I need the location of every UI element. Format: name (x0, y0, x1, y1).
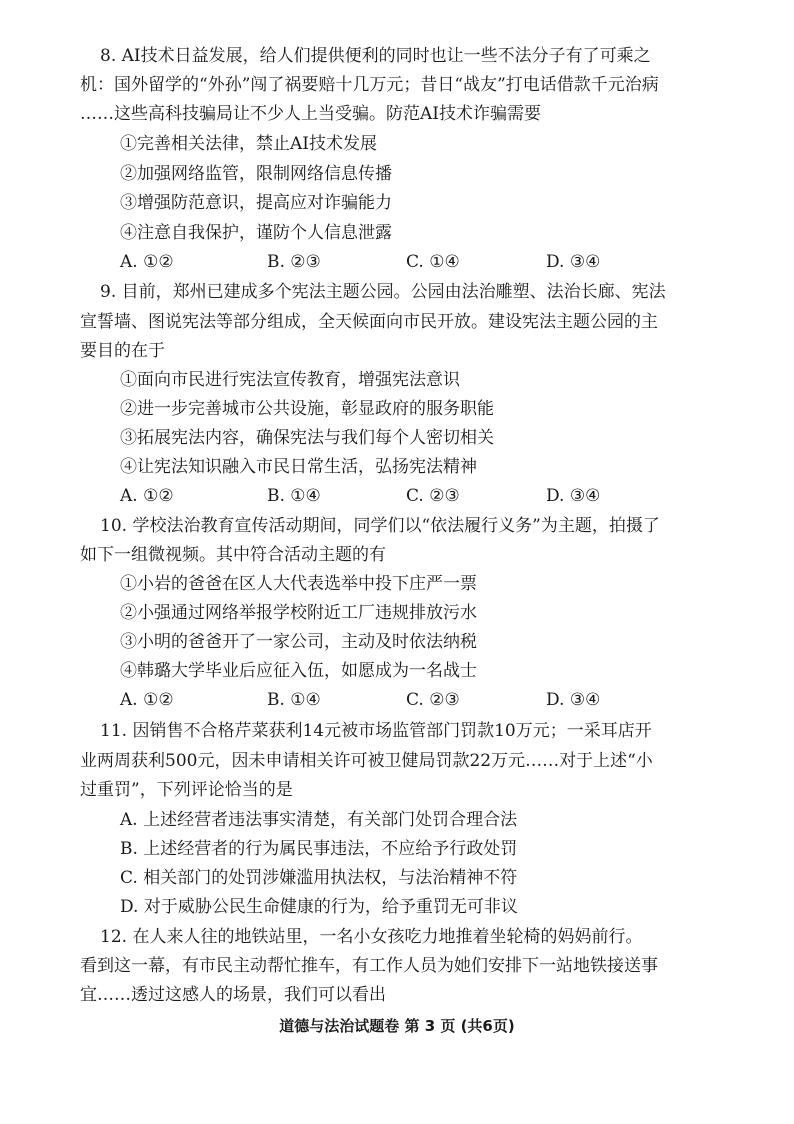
q9-answer-c: C. ②③ (406, 486, 460, 506)
q11-choice-d: D. 对于威胁公民生命健康的行为，给予重罚无可非议 (120, 897, 518, 917)
q10-option-3: ③小明的爸爸开了一家公司，主动及时依法纳税 (120, 632, 477, 652)
q11-stem-line-1: 11. 因销售不合格芹菜获利14元被市场监管部门罚款10万元；一采耳店开 (100, 721, 652, 741)
q10-option-4: ④韩璐大学毕业后应征入伍，如愿成为一名战士 (120, 661, 477, 681)
q10-option-1: ①小岩的爸爸在区人大代表选举中投下庄严一票 (120, 574, 477, 594)
q10-answer-c: C. ②③ (406, 690, 460, 710)
q11-choice-a: A. 上述经营者违法事实清楚，有关部门处罚合理合法 (120, 810, 518, 830)
q10-answer-b: B. ①④ (267, 690, 321, 710)
q10-answer-a: A. ①② (120, 690, 174, 710)
q12-stem-line-3: 宜……透过这感人的场景，我们可以看出 (80, 985, 386, 1005)
page-footer: 道德与法治试题卷 第 3 页 (共6页) (279, 1017, 515, 1035)
q8-stem-line-2: 机：国外留学的“外孙”闯了祸要赔十几万元；昔日“战友”打电话借款千元治病 (80, 75, 659, 95)
q11-stem-line-3: 过重罚”，下列评论恰当的是 (80, 780, 293, 800)
q9-answer-b: B. ①④ (267, 486, 321, 506)
q9-stem-line-2: 宣誓墙、图说宪法等部分组成，全天候面向市民开放。建设宪法主题公园的主 (80, 312, 658, 332)
q9-option-2: ②进一步完善城市公共设施，彰显政府的服务职能 (120, 399, 494, 419)
q11-choice-b: B. 上述经营者的行为属民事违法，不应给予行政处罚 (120, 839, 518, 859)
q10-option-2: ②小强通过网络举报学校附近工厂违规排放污水 (120, 603, 477, 623)
q8-stem-line-1: 8. AI技术日益发展，给人们提供便利的同时也让一些不法分子有了可乘之 (100, 46, 651, 66)
q9-stem-line-1: 9. 目前，郑州已建成多个宪法主题公园。公园由法治雕塑、法治长廊、宪法 (100, 282, 666, 302)
q8-stem-line-3: ……这些高科技骗局让不少人上当受骗。防范AI技术诈骗需要 (80, 104, 541, 124)
q8-option-4: ④注意自我保护，谨防个人信息泄露 (120, 223, 392, 243)
q12-stem-line-2: 看到这一幕，有市民主动帮忙推车，有工作人员为她们安排下一站地铁接送事 (80, 956, 658, 976)
q8-option-2: ②加强网络监管，限制网络信息传播 (120, 164, 392, 184)
q8-answer-a: A. ①② (120, 252, 174, 272)
q9-stem-line-3: 要目的在于 (80, 341, 165, 361)
q8-answer-c: C. ①④ (406, 252, 460, 272)
q10-stem-line-2: 如下一组微视频。其中符合活动主题的有 (80, 545, 386, 565)
q8-option-3: ③增强防范意识，提高应对诈骗能力 (120, 193, 392, 213)
q9-answer-d: D. ③④ (546, 486, 601, 506)
q10-answer-d: D. ③④ (546, 690, 601, 710)
q11-stem-line-2: 业两周获利500元，因未申请相关许可被卫健局罚款22万元……对于上述“小 (80, 751, 653, 771)
q8-answer-d: D. ③④ (546, 252, 601, 272)
q11-choice-c: C. 相关部门的处罚涉嫌滥用执法权，与法治精神不符 (120, 868, 518, 888)
q9-option-1: ①面向市民进行宪法宣传教育，增强宪法意识 (120, 370, 460, 390)
q12-stem-line-1: 12. 在人来人往的地铁站里，一名小女孩吃力地推着坐轮椅的妈妈前行。 (100, 927, 643, 947)
q9-option-4: ④让宪法知识融入市民日常生活，弘扬宪法精神 (120, 457, 477, 477)
q10-stem-line-1: 10. 学校法治教育宣传活动期间，同学们以“依法履行义务”为主题，拍摄了 (100, 516, 660, 536)
q8-answer-b: B. ②③ (267, 252, 321, 272)
q9-answer-a: A. ①② (120, 486, 174, 506)
q9-option-3: ③拓展宪法内容，确保宪法与我们每个人密切相关 (120, 428, 494, 448)
q8-option-1: ①完善相关法律，禁止AI技术发展 (120, 134, 377, 154)
